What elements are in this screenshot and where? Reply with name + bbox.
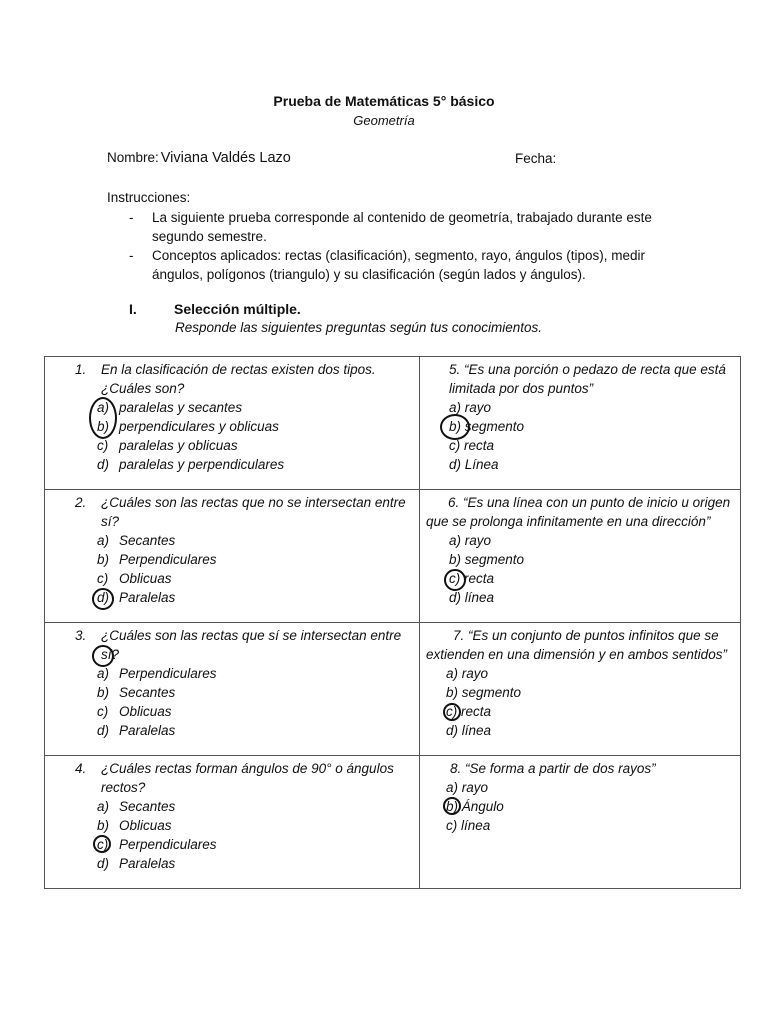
option-letter: c) (97, 571, 109, 586)
question-text-cont: que se prolonga infinitamente en una dirección” (426, 514, 711, 529)
option-a[interactable]: a) rayo (446, 780, 489, 795)
option-text: Perpendiculares (119, 552, 217, 567)
date-label: Fecha: (515, 151, 557, 166)
option-letter: a) (97, 799, 110, 814)
question-text-cont: ¿Cuáles son? (101, 381, 185, 396)
question-3 (45, 623, 420, 756)
option-text: Oblicuas (119, 571, 172, 586)
option-a[interactable] (45, 797, 419, 816)
section-title: Selección múltiple. (174, 301, 301, 317)
option-d[interactable] (45, 854, 419, 873)
option-c[interactable]: c) línea (446, 818, 491, 833)
option-d[interactable]: d) línea (446, 723, 492, 738)
option-letter: b) (97, 552, 110, 567)
option-b[interactable]: b) segmento (449, 552, 525, 567)
question-7 (420, 623, 741, 756)
question-8 (420, 756, 741, 889)
name-value: Viviana Valdés Lazo (160, 150, 291, 166)
section-heading (129, 301, 301, 317)
option-letter: d) (97, 457, 110, 472)
question-text-cont: sí? (101, 514, 120, 529)
exam-subtitle: Geometría (353, 113, 415, 128)
option-letter: b) (97, 685, 110, 700)
answer-circle-mark (89, 397, 117, 439)
option-text: perpendiculares y oblicuas (119, 419, 279, 434)
question-5 (420, 357, 741, 490)
question-text: 5. “Es una porción o pedazo de recta que está (449, 362, 726, 377)
option-a[interactable]: a) rayo (446, 666, 489, 681)
name-field (107, 150, 291, 166)
instruction-dash: - (129, 210, 134, 225)
answer-circle-mark (444, 569, 466, 591)
option-b[interactable]: b) segmento (446, 685, 522, 700)
option-text: Perpendiculares (119, 837, 217, 852)
option-text: Secantes (119, 799, 176, 814)
question-text-cont: limitada por dos puntos” (449, 381, 594, 396)
question-text: ¿Cuáles rectas forman ángulos de 90° o ángulos (101, 761, 394, 776)
option-letter: c) (97, 704, 109, 719)
instruction-text: La siguiente prueba corresponde al contenido de geometría, trabajado durante este segundo semestre. (152, 210, 652, 244)
option-b[interactable] (45, 816, 419, 835)
instruction-item (107, 246, 667, 284)
questions-table (44, 356, 741, 889)
option-letter: b) (97, 818, 110, 833)
option-b[interactable]: b) segmento (449, 419, 525, 434)
option-letter: d) (97, 723, 110, 738)
option-c[interactable]: c) recta (449, 438, 495, 453)
option-a[interactable]: a) rayo (449, 533, 492, 548)
option-text: Oblicuas (119, 704, 172, 719)
question-text-cont: extienden en una dimensión y en ambos sentidos” (426, 647, 727, 662)
option-b[interactable] (45, 683, 419, 702)
question-text: 8. “Se forma a partir de dos rayos” (450, 761, 656, 776)
option-letter: a) (97, 533, 110, 548)
question-text: ¿Cuáles son las rectas que sí se intersectan entre sí? (101, 628, 402, 662)
question-text: 6. “Es una línea con un punto de inicio u origen (448, 495, 731, 510)
question-number: 3. (75, 628, 87, 643)
question-text-cont: rectos? (101, 780, 146, 795)
question-number: 4. (75, 761, 87, 776)
name-label: Nombre: (107, 150, 159, 165)
option-text: Paralelas (119, 723, 176, 738)
option-d[interactable] (45, 455, 419, 474)
answer-circle-mark (92, 588, 114, 610)
option-text: Paralelas (119, 856, 176, 871)
option-text: paralelas y oblicuas (119, 438, 238, 453)
option-letter: c) (97, 837, 109, 852)
option-text: Secantes (119, 533, 176, 548)
option-d[interactable]: d) línea (449, 590, 495, 605)
section-number: I. (129, 301, 137, 317)
option-letter: d) (97, 856, 110, 871)
option-c[interactable] (45, 702, 419, 721)
section-instructions: Responde las siguientes preguntas según tus conocimientos. (175, 320, 542, 335)
question-6 (420, 490, 741, 623)
option-c[interactable]: c) recta (449, 571, 495, 586)
question-number: 1. (75, 362, 87, 377)
option-letter: d) (97, 590, 110, 605)
answer-circle-mark (440, 414, 470, 440)
option-text: Paralelas (119, 590, 176, 605)
option-d[interactable]: d) Línea (449, 457, 499, 472)
option-c[interactable] (45, 569, 419, 588)
question-text: ¿Cuáles son las rectas que no se intersectan entre (101, 495, 406, 510)
option-a[interactable]: a) rayo (449, 400, 492, 415)
option-text: paralelas y secantes (119, 400, 243, 415)
instruction-text: Conceptos aplicados: rectas (clasificación), segmento, rayo, ángulos (tipos), medir ángulos, polígonos (triangulo) y su clasificación (según lados y ángulos). (152, 248, 645, 282)
exam-title: Prueba de Matemáticas 5° básico (273, 93, 495, 109)
option-b[interactable]: b) Ángulo (446, 799, 504, 814)
option-text: paralelas y perpendiculares (119, 457, 285, 472)
option-text: Perpendiculares (119, 666, 217, 681)
answer-circle-mark (93, 835, 111, 853)
instruction-item (107, 208, 667, 246)
instruction-dash: - (129, 248, 134, 263)
question-1 (45, 357, 420, 490)
instructions (107, 188, 667, 284)
option-letter: a) (97, 666, 110, 681)
option-letter: b) (97, 419, 110, 434)
answer-circle-mark (443, 797, 461, 815)
instructions-heading: Instrucciones: (107, 190, 191, 205)
option-c[interactable]: c) recta (446, 704, 492, 719)
question-text: En la clasificación de rectas existen dos tipos. (101, 362, 376, 377)
option-letter: c) (97, 438, 109, 453)
option-a[interactable] (45, 531, 419, 550)
option-text: Oblicuas (119, 818, 172, 833)
question-text: 7. “Es un conjunto de puntos infinitos que se (453, 628, 719, 643)
option-b[interactable] (45, 550, 419, 569)
question-number: 2. (75, 495, 87, 510)
question-4 (45, 756, 420, 889)
answer-circle-mark (92, 645, 114, 667)
option-d[interactable] (45, 721, 419, 740)
option-text: Secantes (119, 685, 176, 700)
option-letter: a) (97, 400, 110, 415)
answer-circle-mark (443, 703, 461, 721)
question-2 (45, 490, 420, 623)
